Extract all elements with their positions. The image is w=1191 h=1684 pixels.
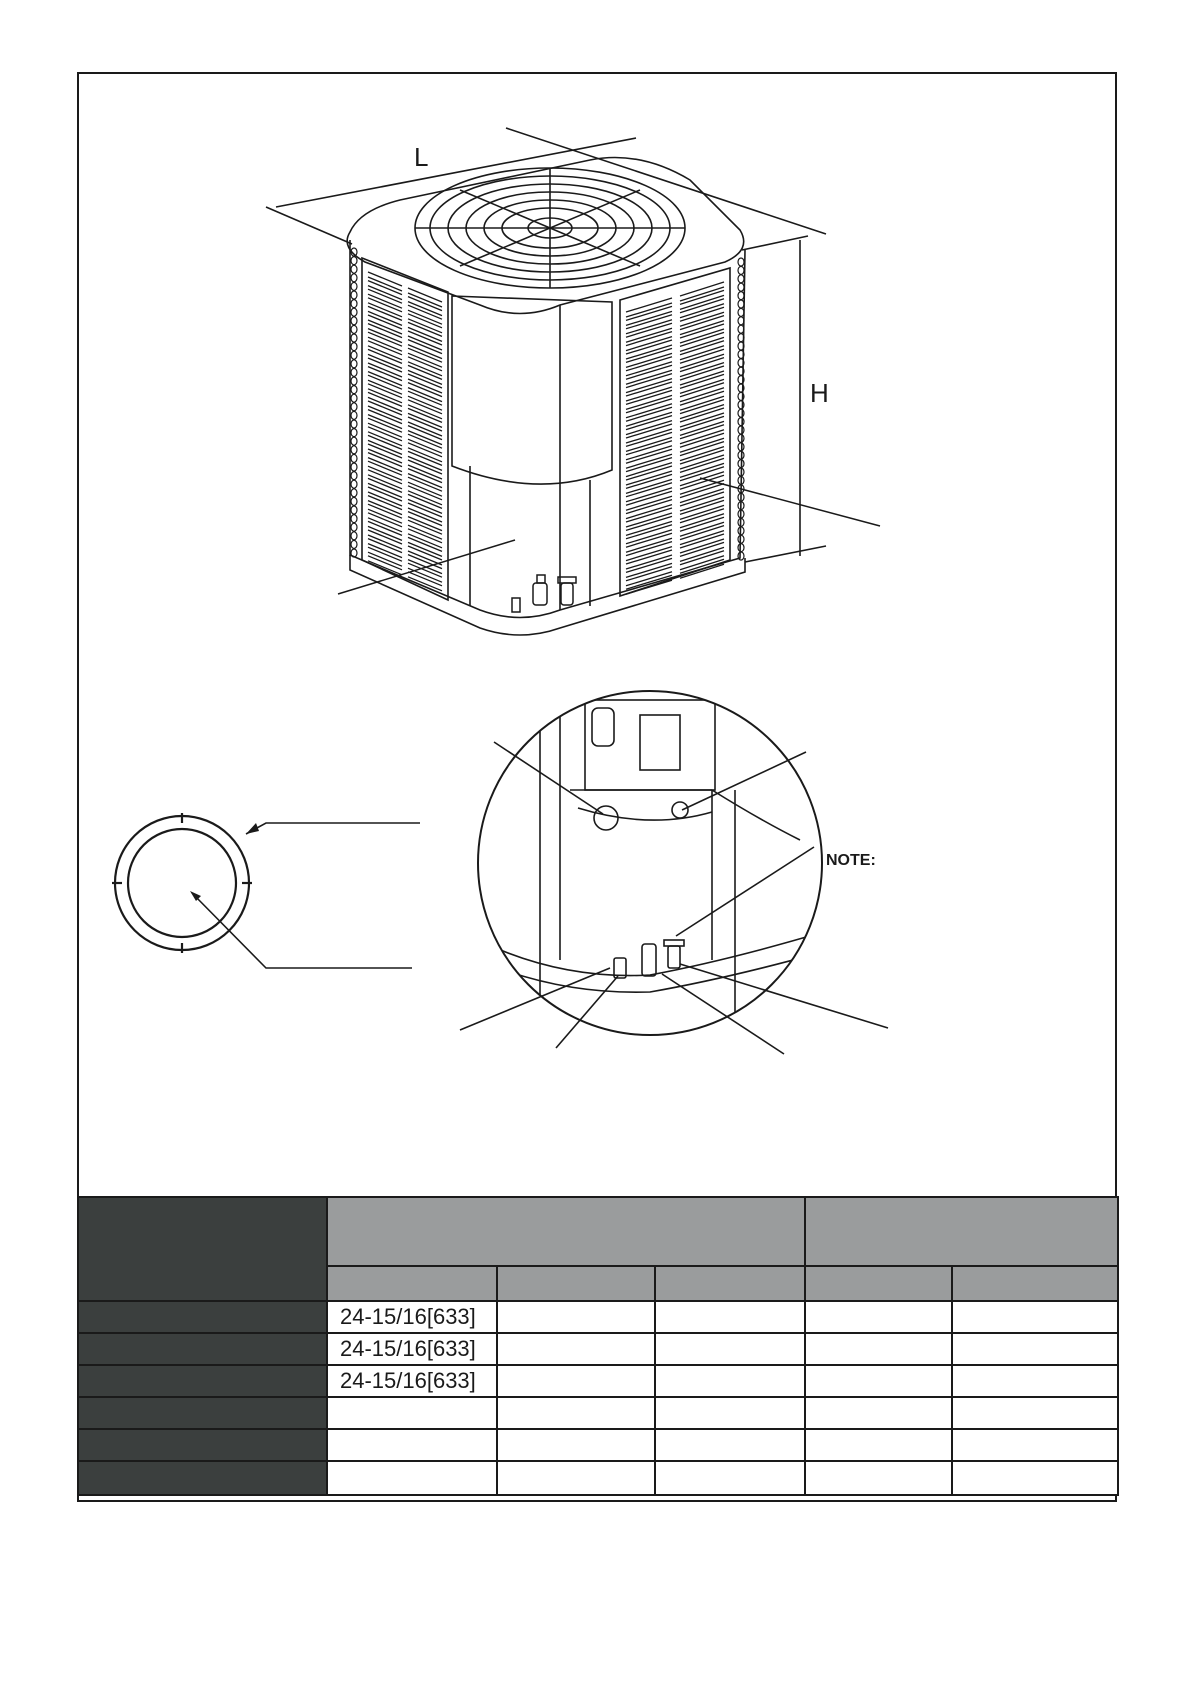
coil-fin — [351, 308, 357, 316]
table-subheader — [655, 1266, 805, 1301]
table-cell — [497, 1461, 655, 1495]
coil-fin — [351, 282, 357, 290]
table-cell: 24-15/16[633] — [327, 1301, 497, 1333]
coil-fin — [351, 377, 357, 385]
table-cell — [655, 1397, 805, 1429]
coil-fin — [351, 454, 357, 462]
specifications-table — [77, 1196, 1119, 1496]
coil-fin — [738, 308, 744, 316]
table-row — [78, 1397, 1118, 1429]
coil-fin — [351, 429, 357, 437]
coil-fin — [351, 497, 357, 505]
row-header — [78, 1333, 327, 1365]
coil-fin — [351, 257, 357, 265]
coil-fin — [351, 506, 357, 514]
table-cell — [805, 1301, 952, 1333]
table-cell — [655, 1333, 805, 1365]
leader-detail-note — [676, 847, 814, 936]
table-cell: 24-15/16[633] — [327, 1333, 497, 1365]
table-cell — [805, 1397, 952, 1429]
coil-fin — [351, 300, 357, 308]
louvers-left — [368, 272, 442, 591]
table-subheader — [952, 1266, 1118, 1301]
leader-service-panel — [338, 540, 515, 594]
coil-fin — [351, 463, 357, 471]
table-cell — [497, 1365, 655, 1397]
row-header — [78, 1301, 327, 1333]
leader-detail-5 — [662, 974, 784, 1054]
coil-fin — [351, 351, 357, 359]
leader-detail-2 — [682, 752, 806, 810]
coil-fin — [738, 292, 744, 300]
coil-fin — [351, 523, 357, 531]
table-subheader — [805, 1266, 952, 1301]
coil-fin — [351, 265, 357, 273]
table-subheader — [327, 1266, 497, 1301]
table-cell — [805, 1429, 952, 1461]
table-header-group-1 — [327, 1197, 805, 1266]
coil-fins-left — [351, 248, 357, 557]
table-cell — [952, 1365, 1118, 1397]
coil-fin — [351, 386, 357, 394]
row-header — [78, 1429, 327, 1461]
table-header-group-2 — [805, 1197, 1118, 1266]
coil-fin — [738, 552, 744, 560]
table-row — [78, 1365, 1118, 1397]
leader-ring-inner — [192, 893, 412, 968]
table-cell — [327, 1397, 497, 1429]
table-cell — [805, 1365, 952, 1397]
coil-fin — [351, 515, 357, 523]
coil-fin — [351, 317, 357, 325]
table-header-model — [78, 1197, 327, 1301]
table-cell — [497, 1397, 655, 1429]
table-cell — [655, 1461, 805, 1495]
coil-fin — [351, 472, 357, 480]
dimension-label-h: H — [810, 378, 829, 408]
table-cell: 24-15/16[633] — [327, 1365, 497, 1397]
coil-fin — [738, 426, 744, 434]
coil-fin — [351, 489, 357, 497]
detail-circle — [478, 691, 822, 1035]
coil-fin — [351, 394, 357, 402]
table-cell — [497, 1429, 655, 1461]
table-cell — [655, 1429, 805, 1461]
service-panel — [452, 296, 612, 484]
coil-fin — [738, 418, 744, 426]
table-cell — [952, 1301, 1118, 1333]
table-row — [78, 1333, 1118, 1365]
table-row — [78, 1461, 1118, 1495]
coil-fin — [351, 446, 357, 454]
leader-coil — [700, 478, 880, 526]
dimension-line-l — [276, 138, 636, 207]
table-cell — [327, 1461, 497, 1495]
table-cell — [805, 1461, 952, 1495]
coil-fin — [738, 258, 744, 266]
table-cell — [952, 1429, 1118, 1461]
coil-fin — [351, 368, 357, 376]
coil-fin — [351, 549, 357, 557]
louvers-right — [626, 282, 724, 594]
coil-fin — [738, 266, 744, 274]
table-subheader — [497, 1266, 655, 1301]
coil-fin — [351, 437, 357, 445]
detail-note-label: NOTE: — [826, 852, 876, 869]
coil-fin — [351, 274, 357, 282]
table-cell — [655, 1365, 805, 1397]
leader-detail-1 — [494, 742, 603, 814]
table-cell — [952, 1333, 1118, 1365]
coil-fin — [351, 343, 357, 351]
coil-fin — [738, 283, 744, 291]
table-row — [78, 1429, 1118, 1461]
coil-fin — [351, 532, 357, 540]
table-cell — [497, 1333, 655, 1365]
row-header — [78, 1397, 327, 1429]
table-cell — [497, 1301, 655, 1333]
coil-fin — [351, 420, 357, 428]
dimension-label-l: L — [414, 142, 429, 172]
row-header — [78, 1461, 327, 1495]
coil-fin — [351, 403, 357, 411]
table-row — [78, 1301, 1118, 1333]
leader-detail-6 — [680, 964, 888, 1028]
coil-fin — [351, 540, 357, 548]
coil-fin — [351, 480, 357, 488]
coil-fin — [351, 411, 357, 419]
table-cell — [952, 1397, 1118, 1429]
table-cell — [952, 1461, 1118, 1495]
table-cell — [655, 1301, 805, 1333]
coil-fin — [738, 434, 744, 442]
coil-fin — [351, 325, 357, 333]
leader-ring-outer — [246, 823, 420, 834]
table-cell — [327, 1429, 497, 1461]
coil-fin — [351, 360, 357, 368]
coil-fin — [351, 334, 357, 342]
row-header — [78, 1365, 327, 1397]
coil-fin — [351, 291, 357, 299]
coil-fin — [738, 300, 744, 308]
service-valves — [512, 575, 576, 612]
leader-detail-3 — [460, 968, 610, 1030]
table-cell — [805, 1333, 952, 1365]
coil-fin — [738, 275, 744, 283]
